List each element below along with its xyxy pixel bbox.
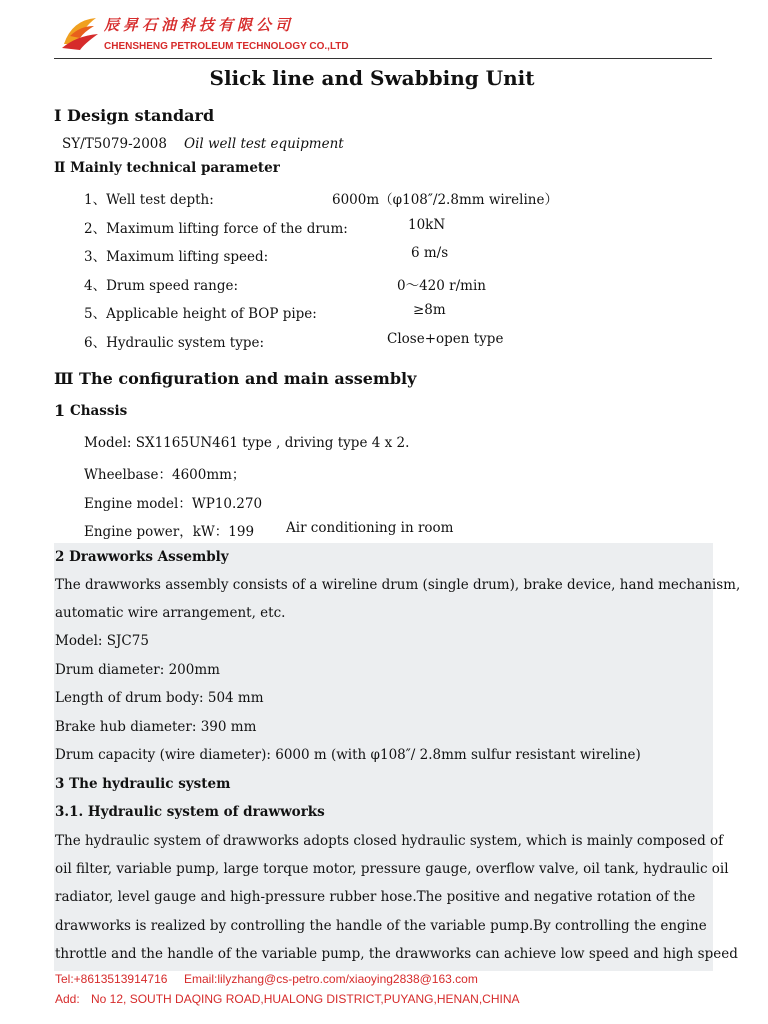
drawworks-spec: Drum capacity (wire diameter): 6000 m (with φ108″/ 2.8mm sulfur resistant wireline) (55, 747, 641, 763)
param-value: ≥8m (413, 302, 446, 318)
param-label: 2、Maximum lifting force of the drum: (84, 221, 348, 237)
hydraulic-heading: 3 The hydraulic system (55, 776, 231, 792)
drawworks-desc: automatic wire arrangement, etc. (55, 605, 286, 621)
param-label: 4、Drum speed range: (84, 278, 239, 294)
chassis-line: Wheelbase：4600mm； (84, 467, 246, 483)
footer-email: Email:lilyzhang@cs-petro.com/xiaoying2838@163.com (184, 972, 478, 986)
hydraulic-text: oil filter, variable pump, large torque motor, pressure gauge, overflow valve, oil tank, hydraulic oil (55, 861, 729, 877)
param-label: 3、Maximum lifting speed: (84, 249, 269, 265)
chassis-line: Engine model：WP10.270 (84, 496, 263, 512)
chassis-line: Model: SX1165UN461 type , driving type 4 x 2. (84, 435, 410, 451)
chassis-heading: Chassis (70, 403, 128, 419)
section-1-heading: Ⅰ Design standard (54, 106, 215, 125)
drawworks-heading: 2 Drawworks Assembly (55, 549, 229, 565)
param-value: 6000m（φ108″/2.8mm wireline） (332, 192, 558, 208)
document-title: Slick line and Swabbing Unit (209, 66, 535, 90)
chassis-number: 1 (54, 401, 66, 420)
param-value: 6 m/s (411, 245, 449, 261)
company-logo (60, 14, 100, 54)
param-value: Close+open type (387, 331, 504, 347)
section-2-heading: Ⅱ Mainly technical parameter (54, 160, 280, 176)
footer-tel: Tel:+8613513914716 (55, 972, 168, 986)
company-name-cn: 辰昇石油科技有限公司 (104, 16, 295, 34)
hydraulic-text: throttle and the handle of the variable pump, the drawworks can achieve low speed and high speed (55, 946, 738, 962)
drawworks-spec: Length of drum body: 504 mm (55, 690, 264, 706)
standard-desc: Oil well test equipment (184, 136, 344, 152)
hydraulic-text: The hydraulic system of drawworks adopts closed hydraulic system, which is mainly composed of (55, 833, 724, 849)
standard-code: SY/T5079-2008 (62, 136, 167, 152)
header-divider (54, 58, 712, 59)
param-label: 5、Applicable height of BOP pipe: (84, 306, 317, 322)
param-value: 10kN (408, 217, 446, 233)
section-3-heading: Ⅲ The configuration and main assembly (54, 369, 417, 388)
aircon-note: Air conditioning in room (286, 520, 454, 536)
company-name-en: CHENSHENG PETROLEUM TECHNOLOGY CO.,LTD (104, 41, 349, 52)
hydraulic-text: radiator, level gauge and high-pressure rubber hose.The positive and negative rotation of the (55, 889, 696, 905)
drawworks-spec: Brake hub diameter: 390 mm (55, 719, 257, 735)
chassis-line: Engine power，kW：199 (84, 524, 255, 540)
param-label: 6、Hydraulic system type: (84, 335, 265, 351)
param-value: 0～420 r/min (397, 278, 486, 294)
hydraulic-text: drawworks is realized by controlling the handle of the variable pump.By controlling the engine (55, 918, 707, 934)
param-label: 1、Well test depth: (84, 192, 214, 208)
drawworks-spec: Drum diameter: 200mm (55, 662, 220, 678)
footer-address: No 12, SOUTH DAQING ROAD,HUALONG DISTRICT,PUYANG,HENAN,CHINA (91, 992, 520, 1006)
footer-address-label: Add: (55, 992, 80, 1006)
drawworks-desc: The drawworks assembly consists of a wireline drum (single drum), brake device, hand mechanism, (55, 577, 741, 593)
drawworks-spec: Model: SJC75 (55, 633, 149, 649)
hydraulic-subheading: 3.1. Hydraulic system of drawworks (55, 804, 325, 820)
